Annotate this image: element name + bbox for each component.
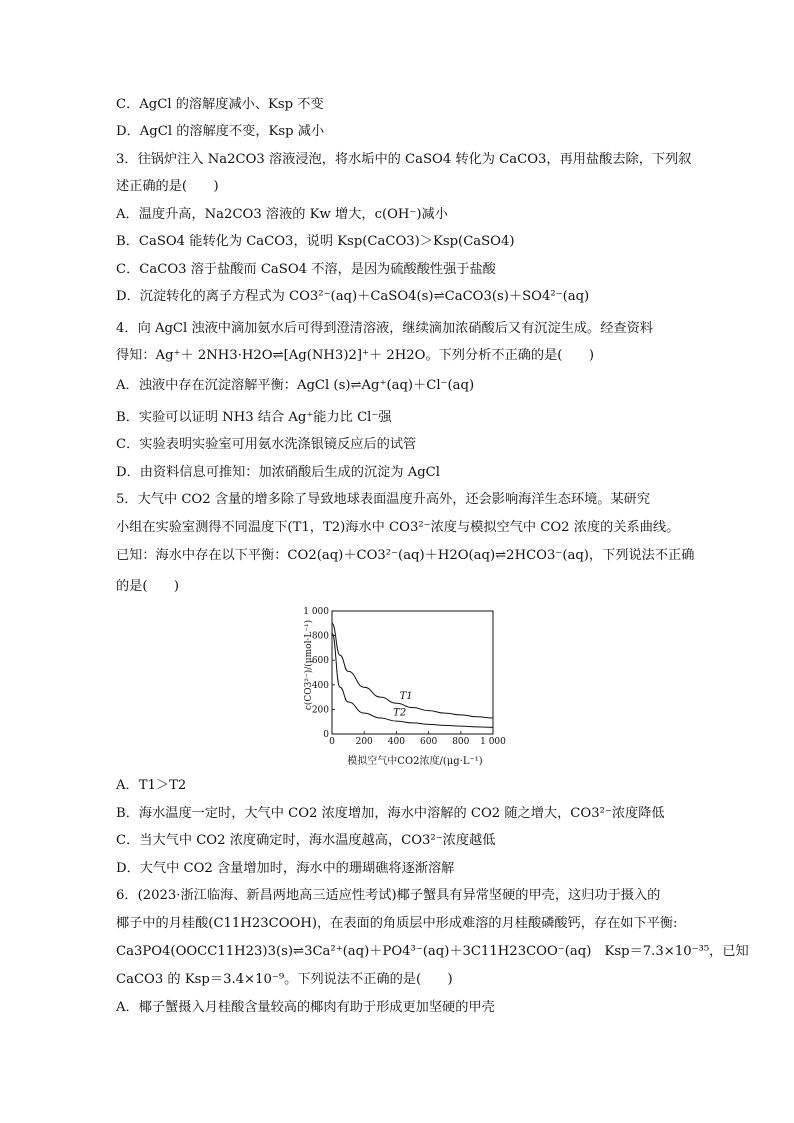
chart-lines bbox=[332, 623, 493, 727]
question-4-option-a: A．浊液中存在沉淀溶解平衡：AgCl (s)⇌Ag⁺(aq)＋Cl⁻(aq) bbox=[116, 378, 475, 393]
question-3-stem: 3．往锅炉注入 Na2CO3 溶液浸泡，将水垢中的 CaSO4 转化为 CaCO3，再用盐酸去除，下列叙 bbox=[116, 152, 692, 167]
question-4-stem-cont: 得知：Ag⁺＋ 2NH3·H2O⇌[Ag(NH3)2]⁺＋ 2H2O。下列分析不正确的是( ) bbox=[116, 348, 594, 363]
x-tick-label: 1 000 bbox=[480, 737, 506, 747]
x-tick-label: 0 bbox=[329, 737, 335, 747]
x-tick-label: 800 bbox=[452, 737, 470, 747]
x-tick-label: 600 bbox=[420, 737, 438, 747]
y-tick-label: 1 000 bbox=[303, 607, 329, 617]
co3-concentration-chart bbox=[300, 603, 516, 771]
chart-x-axis-label: 模拟空气中CO2浓度/(μg·L⁻¹) bbox=[347, 756, 483, 767]
question-4-option-d: D．由资料信息可推知：加浓硝酸后生成的沉淀为 AgCl bbox=[116, 465, 440, 480]
series-line-t1 bbox=[332, 623, 493, 718]
text-line-option-d-q2: D．AgCl 的溶解度不变，Ksp 减小 bbox=[116, 124, 325, 139]
chart-y-axis-label: c(CO3²⁻)/(μmol·L⁻¹) bbox=[304, 619, 314, 711]
y-tick-label: 800 bbox=[311, 631, 329, 642]
question-3-option-c: C．CaCO3 溶于盐酸而 CaSO4 不溶，是因为硫酸酸性强于盐酸 bbox=[116, 262, 496, 277]
question-6-option-a: A．椰子蟹摄入月桂酸含量较高的椰肉有助于形成更加坚硬的甲壳 bbox=[116, 1000, 495, 1015]
chart-ticks bbox=[303, 607, 506, 747]
y-tick-label: 400 bbox=[311, 680, 329, 691]
question-3-stem-cont: 述正确的是( ) bbox=[116, 179, 219, 194]
question-3-option-d: D．沉淀转化的离子方程式为 CO3²⁻(aq)＋CaSO4(s)⇌CaCO3(s)＋SO4²⁻(aq) bbox=[116, 289, 590, 304]
x-tick-label: 400 bbox=[387, 737, 405, 747]
question-5-option-b: B．海水温度一定时，大气中 CO2 浓度增加，海水中溶解的 CO2 随之增大，CO3²⁻浓度降低 bbox=[116, 806, 665, 821]
y-tick-label: 600 bbox=[311, 656, 329, 667]
y-tick-label: 200 bbox=[311, 705, 329, 716]
question-5-stem-cont: 小组在实验室测得不同温度下(T1，T2)海水中 CO3²⁻浓度与模拟空气中 CO2 浓度的关系曲线。 bbox=[116, 520, 680, 535]
question-3-option-b: B．CaSO4 能转化为 CaCO3，说明 Ksp(CaCO3)＞Ksp(CaSO4) bbox=[116, 234, 515, 249]
text-line-option-c-q2: C．AgCl 的溶解度减小、Ksp 不变 bbox=[116, 97, 324, 112]
question-5-option-d: D．大气中 CO2 含量增加时，海水中的珊瑚礁将逐渐溶解 bbox=[116, 861, 455, 876]
question-6-stem-end: CaCO3 的 Ksp＝3.4×10⁻⁹。下列说法不正确的是( ) bbox=[116, 972, 453, 987]
question-3-option-a: A．温度升高，Na2CO3 溶液的 Kw 增大，c(OH⁻)减小 bbox=[116, 207, 448, 222]
question-6-stem-cont: 椰子中的月桂酸(C11H23COOH)，在表面的角质层中形成难溶的月桂酸磷酸钙，存在如下平衡: bbox=[116, 916, 678, 931]
y-tick-label: 0 bbox=[323, 730, 329, 740]
question-4-option-b: B．实验可以证明 NH3 结合 Ag⁺能力比 Cl⁻强 bbox=[116, 410, 392, 425]
question-5-option-c: C．当大气中 CO2 浓度确定时，海水温度越高，CO3²⁻浓度越低 bbox=[116, 833, 496, 848]
question-4-option-c: C．实验表明实验室可用氨水洗涤银镜反应后的试管 bbox=[116, 437, 417, 452]
question-6-equilibrium: Ca3PO4(OOCC11H23)3(s)⇌3Ca²⁺(aq)＋PO4³⁻(aq)＋3C11H23COO⁻(aq) Ksp＝7.3×10⁻³⁵，已知 bbox=[116, 944, 749, 959]
question-6-stem: 6．(2023·浙江临海、新昌两地高三适应性考试)椰子蟹具有异常坚硬的甲壳，这归功于摄入的 bbox=[116, 888, 661, 903]
question-5-equilibrium: 已知：海水中存在以下平衡：CO2(aq)＋CO3²⁻(aq)＋H2O(aq)⇌2HCO3⁻(aq)，下列说法不正确 bbox=[116, 548, 695, 563]
question-5-option-a: A．T1＞T2 bbox=[116, 778, 187, 793]
x-tick-label: 200 bbox=[355, 737, 373, 747]
series-label-t2: T2 bbox=[393, 707, 407, 719]
question-5-stem: 5．大气中 CO2 含量的增多除了导致地球表面温度升高外，还会影响海洋生态环境。某研究 bbox=[116, 492, 651, 507]
question-5-stem-end: 的是( ) bbox=[116, 579, 180, 594]
question-4-stem: 4．向 AgCl 浊液中滴加氨水后可得到澄清溶液，继续滴加浓硝酸后又有沉淀生成。经查资料 bbox=[116, 321, 653, 336]
chart-svg bbox=[300, 603, 516, 771]
series-label-t1: T1 bbox=[399, 691, 413, 703]
